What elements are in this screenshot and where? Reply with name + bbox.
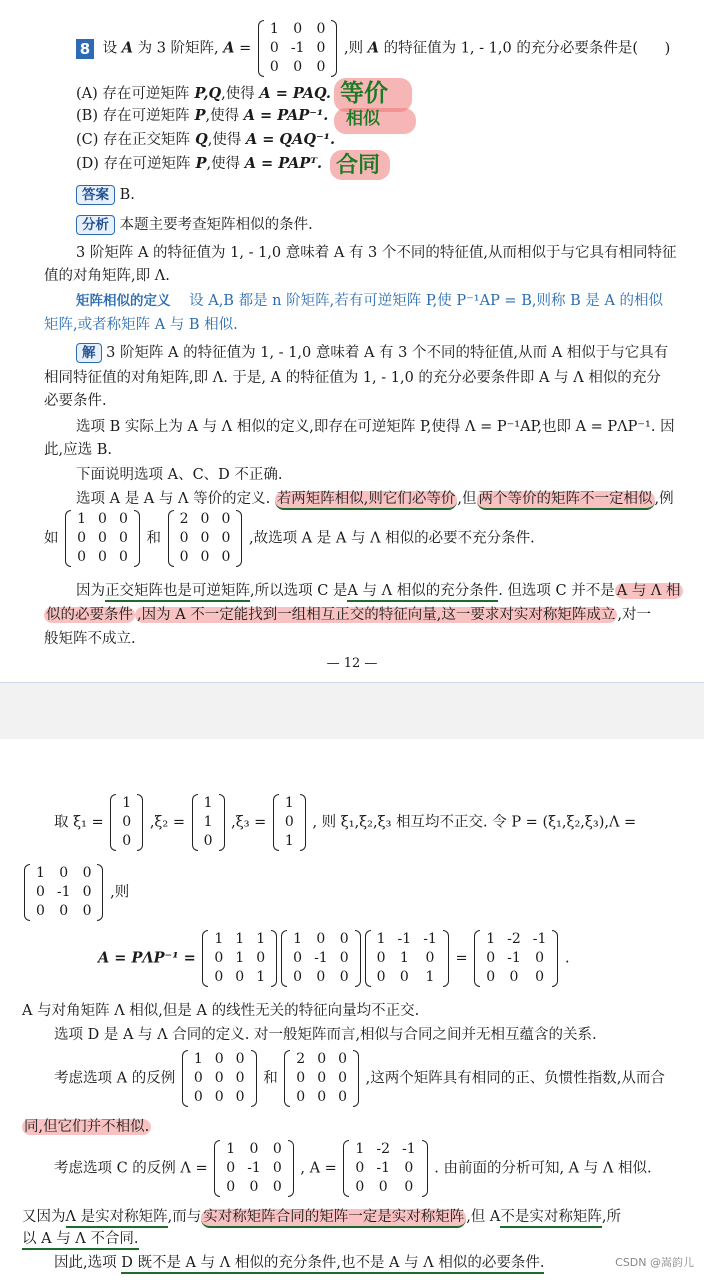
matrix-cell: 0 (296, 1070, 306, 1086)
matrix-cell: 1 (77, 511, 87, 527)
matrix-cell: 1 (235, 950, 245, 966)
example-matrix-1 (65, 510, 140, 567)
matrix-cell: 0 (36, 903, 45, 919)
solution-text-annotated: 选项 A 是 A 与 Λ 等价的定义. 若两矩阵相似,则它们必等价 ,但 两个等价的矩阵不一定相似 ,例 (76, 488, 674, 511)
answer-value: B. (119, 187, 135, 203)
matrix-cell: 0 (338, 1051, 348, 1067)
matrix-cell: 0 (179, 530, 189, 546)
matrix-cell: 0 (118, 530, 128, 546)
counter-matrix-1 (182, 1050, 257, 1107)
solution-text-annotated: 因为正交矩阵也是可逆矩阵,所以选项 C 是A 与 Λ 相似的充分条件. 但选项 C 并不是 A 与 Λ 相 (76, 580, 683, 603)
matrix-cell: 2 (179, 511, 189, 527)
matrix-cell: 0 (82, 865, 92, 881)
matrix-cell: 0 (77, 530, 87, 546)
matrix-cell: 0 (338, 1089, 348, 1105)
matrix-cell: 0 (214, 1070, 224, 1086)
counter-lambda-matrix (214, 1140, 293, 1197)
option-a: (A) 存在可逆矩阵 P,Q,使得 A = PAQ. (76, 85, 331, 102)
highlight-text: 同,但它们并不相似. (24, 1119, 150, 1135)
question-number: 8 (76, 39, 94, 59)
matrix-cell: 0 (77, 549, 87, 565)
solution-text-annotated: 似的必要条件 ,因为 A 不一定能找到一组相互正交的特征向量,这一要求对实对称矩阵成立 ,对一 (46, 607, 652, 623)
highlight-text: 似的必要条件 (46, 607, 133, 623)
handwritten-similar: 相似 (346, 109, 380, 129)
counterexample-A: 考虑选项 A 的反例 1 0 0 0 0 0 0 0 0 和 2 0 0 0 0 0 0 0 0 ,这两个矩阵具有相同的正、负惯性指数,从而合 (54, 1051, 665, 1105)
matrix-cell: 0 (214, 969, 224, 985)
matrix-cell: 0 (486, 950, 496, 966)
matrix-cell: 1 (269, 21, 279, 37)
matrix-cell: -1 (376, 1160, 390, 1176)
matrix-cell: 0 (122, 833, 132, 849)
matrix-cell: 1 (293, 931, 303, 947)
solution-line: 解 3 阶矩阵 A 的特征值为 1, - 1,0 意味着 A 有 3 个不同的特征值,从而 A 相似于与它具有 (76, 342, 668, 365)
solution-text: 下面说明选项 A、C、D 不正确. (76, 467, 283, 483)
matrix-cell: 1 (284, 795, 294, 811)
solution-text: 相同特征值的对角矩阵,即 Λ. 于是, A 的特征值为 1, - 1,0 的充分必要条件即 A 与 Λ 相似的充分 (44, 370, 661, 386)
matrix-cell: 1 (235, 931, 245, 947)
definition-block-cont: 矩阵,或者称矩阵 A 与 B 相似. (44, 317, 238, 333)
matrix-cell: 0 (339, 969, 349, 985)
matrix-cell: 0 (221, 530, 231, 546)
solution-text: 般矩阵不成立. (44, 631, 136, 647)
page-two (0, 738, 704, 1280)
matrix-cell: 0 (122, 814, 132, 830)
matrix-cell: 0 (200, 549, 210, 565)
counter-A-matrix (343, 1140, 427, 1197)
matrix-cell: 0 (425, 950, 435, 966)
analysis-paragraph-cont: 值的对角矩阵,即 Λ. (44, 268, 170, 284)
matrix-cell: 1 (425, 969, 435, 985)
matrix-cell: -1 (247, 1160, 261, 1176)
matrix-cell: 0 (179, 549, 189, 565)
matrix-cell: 0 (284, 814, 294, 830)
xi1-vector (110, 794, 143, 851)
matrix-cell: 0 (221, 549, 231, 565)
matrix-cell: -1 (532, 931, 547, 947)
matrix-cell: 0 (316, 931, 326, 947)
solution-text: 此,应选 B. (44, 442, 112, 458)
matrix-cell: 0 (376, 969, 386, 985)
analysis-tag: 分析 (76, 215, 115, 235)
matrix-cell: 1 (486, 931, 496, 947)
example-matrices: 如 1 0 0 0 0 0 0 0 0 和 2 0 0 0 0 0 0 0 0 ,故选项 A 是 A 与 Λ 相似的必要不充分条件. (44, 511, 535, 565)
matrix-cell: 0 (221, 511, 231, 527)
matrix-cell: 0 (36, 884, 45, 900)
matrix-cell: 0 (193, 1089, 203, 1105)
p2-text-annotated: 又因为Λ 是实对称矩阵,而与 实对称矩阵合同的矩阵一定是实对称矩阵 ,但 A不是实对称矩阵,所 (22, 1206, 621, 1229)
lambda-matrix (24, 864, 103, 921)
matrix-cell: 1 (36, 865, 45, 881)
matrix-cell: 0 (214, 950, 224, 966)
matrix-cell: 0 (316, 40, 326, 56)
highlight-text: A 与 Λ 相 (616, 583, 681, 599)
matrix-cell: 0 (98, 511, 107, 527)
matrix-cell: 1 (256, 969, 266, 985)
matrix-result (474, 930, 558, 987)
matrix-D (281, 930, 360, 987)
page-number: — 12 — (326, 656, 378, 671)
matrix-cell: 0 (293, 969, 303, 985)
option-c: (C) 存在正交矩阵 Q,使得 A = QAQ⁻¹. (76, 131, 335, 148)
product-equation: A = PΛP⁻¹ = 1 1 1 0 1 0 0 0 1 1 0 0 0 -1 0 0 0 0 1 -1 -1 0 1 0 0 0 1 = 1 -2 -1 0 -1 0 0 0 0 . (98, 931, 570, 985)
matrix-cell: 1 (256, 931, 266, 947)
solution-text: 必要条件. (44, 393, 107, 409)
matrix-cell: 0 (59, 903, 69, 919)
matrix-cell: 0 (404, 1179, 414, 1195)
matrix-cell: 0 (317, 1051, 327, 1067)
highlight-text: 两个等价的矩阵不一定相似 (477, 491, 655, 510)
matrix-cell: 0 (200, 511, 210, 527)
matrix-cell: 0 (339, 950, 349, 966)
matrix-cell: -1 (401, 1141, 416, 1157)
matrix-cell: 0 (355, 1179, 365, 1195)
matrix-cell: -2 (507, 931, 521, 947)
matrix-cell: 0 (226, 1160, 236, 1176)
matrix-cell: 0 (226, 1179, 236, 1195)
matrix-cell: 0 (376, 950, 386, 966)
matrix-cell: 0 (293, 21, 303, 37)
p2-text: 选项 D 是 A 与 Λ 合同的定义. 对一般矩阵而言,相似与合同之间并无相互蕴含的关系. (54, 1027, 597, 1043)
matrix-cell: 0 (535, 950, 545, 966)
matrix-cell: 0 (535, 969, 545, 985)
highlight-text: ,因为 A 不一定能找到一组相互正交的特征向量,这一要求对实对称矩阵成立 (137, 607, 616, 623)
matrix-cell: 0 (82, 884, 92, 900)
matrix-cell: 0 (200, 530, 210, 546)
matrix-cell: 0 (82, 903, 92, 919)
matrix-cell: 0 (316, 59, 326, 75)
matrix-cell: 0 (214, 1089, 224, 1105)
matrix-cell: 0 (293, 59, 303, 75)
matrix-cell: 0 (235, 969, 245, 985)
matrix-cell: -1 (507, 950, 521, 966)
p2-conclusion: 因此,选项 D 既不是 A 与 Λ 相似的充分条件,也不是 A 与 Λ 相似的必要条件. (54, 1252, 544, 1275)
matrix-cell: 0 (378, 1179, 388, 1195)
example-matrix-2 (168, 510, 243, 567)
matrix-P (202, 930, 277, 987)
option-b: (B) 存在可逆矩阵 P,使得 A = PAP⁻¹. (76, 107, 329, 124)
matrix-cell: 0 (404, 1160, 414, 1176)
matrix-cell: 0 (293, 950, 303, 966)
matrix-cell: 0 (316, 969, 326, 985)
matrix-cell: 0 (203, 833, 213, 849)
matrix-cell: 0 (316, 21, 326, 37)
highlight-text: 实对称矩阵合同的矩阵一定是实对称矩阵 (201, 1209, 466, 1228)
matrix-cell: -1 (423, 931, 437, 947)
matrix-cell: 0 (214, 1051, 224, 1067)
matrix-cell: 0 (338, 1070, 348, 1086)
highlight-text: 若两矩阵相似,则它们必等价 (275, 491, 458, 510)
matrix-cell: 0 (98, 549, 107, 565)
matrix-cell: 0 (296, 1089, 306, 1105)
watermark: CSDN @嵩韵儿 (615, 1256, 694, 1270)
matrix-cell: 1 (193, 1051, 203, 1067)
xi-vectors: 取 ξ₁ = 1 0 0 ,ξ₂ = 1 1 0 ,ξ₃ = 1 0 1 , 则 ξ₁,ξ₂,ξ₃ 相互均不正交. 令 P = (ξ₁,ξ₂,ξ₃),Λ = (54, 795, 637, 849)
xi3-vector (273, 794, 306, 851)
matrix-cell: 0 (249, 1141, 259, 1157)
solution-tag: 解 (76, 343, 102, 363)
matrix-cell: 1 (284, 833, 294, 849)
matrix-cell: -1 (314, 950, 328, 966)
matrix-cell: 0 (272, 1141, 282, 1157)
matrix-cell: 0 (269, 40, 279, 56)
matrix-cell: 0 (59, 865, 69, 881)
matrix-cell: -1 (397, 931, 412, 947)
definition-block: 矩阵相似的定义 设 A,B 都是 n 阶矩阵,若有可逆矩阵 P,使 P⁻¹AP = B,则称 B 是 A 的相似 (76, 293, 664, 309)
matrix-cell: 1 (399, 950, 409, 966)
matrix-cell: 1 (214, 931, 224, 947)
analysis-paragraph: 3 阶矩阵 A 的特征值为 1, - 1,0 意味着 A 有 3 个不同的特征值,从而相似于与它具有相同特征 (76, 245, 677, 261)
matrix-P-inverse (365, 930, 449, 987)
matrix-cell: 0 (272, 1179, 282, 1195)
question-stem: 8 设 A 为 3 阶矩阵, A = 1 0 0 0 -1 0 0 0 0 ,则 A 的特征值为 1, - 1,0 的充分必要条件是( ) (76, 20, 670, 77)
matrix-cell: 0 (193, 1070, 203, 1086)
analysis-line: 分析 本题主要考查矩阵相似的条件. (76, 214, 313, 237)
solution-text: 选项 B 实际上为 A 与 Λ 相似的定义,即存在可逆矩阵 P,使得 Λ = P⁻¹AP,也即 A = PΛP⁻¹. 因 (76, 419, 675, 435)
matrix-cell: 0 (486, 969, 496, 985)
handwritten-congruent: 合同 (336, 153, 381, 178)
matrix-cell: 0 (118, 549, 128, 565)
matrix-cell: 0 (249, 1179, 259, 1195)
matrix-cell: 0 (269, 59, 279, 75)
matrix-cell: 0 (509, 969, 519, 985)
p2-text-annotated (22, 1116, 151, 1139)
answer-tag: 答案 (76, 185, 115, 205)
handwritten-equivalent: 等价 (340, 79, 388, 107)
page-break (0, 682, 704, 739)
matrix-cell: -1 (290, 40, 305, 56)
matrix-cell: -2 (376, 1141, 390, 1157)
matrix-cell: 0 (272, 1160, 282, 1176)
matrix-cell: 1 (226, 1141, 236, 1157)
matrix-cell: -1 (56, 884, 71, 900)
matrix-cell: 1 (376, 931, 386, 947)
matrix-cell: 0 (235, 1051, 245, 1067)
matrix-cell: 0 (98, 530, 107, 546)
matrix-cell: 0 (317, 1070, 327, 1086)
counter-matrix-2 (284, 1050, 359, 1107)
p2-text: A 与对角矩阵 Λ 相似,但是 A 的线性无关的特征向量均不正交. (22, 1003, 420, 1019)
matrix-cell: 0 (235, 1070, 245, 1086)
p2-text-annotated: 以 A 与 Λ 不合同. (22, 1228, 139, 1251)
matrix-cell: 0 (235, 1089, 245, 1105)
matrix-cell: 1 (122, 795, 132, 811)
matrix-cell: 2 (296, 1051, 306, 1067)
matrix-A (258, 20, 337, 77)
option-d: (D) 存在可逆矩阵 P,使得 A = PAPᵀ. (76, 155, 323, 172)
lambda-matrix-line: 1 0 0 0 -1 0 0 0 0 ,则 (22, 864, 129, 921)
matrix-cell: 0 (355, 1160, 365, 1176)
answer-line (76, 184, 135, 207)
matrix-cell: 0 (339, 931, 349, 947)
xi2-vector (192, 794, 225, 851)
matrix-cell: 0 (317, 1089, 327, 1105)
matrix-cell: 1 (203, 814, 213, 830)
matrix-cell: 1 (203, 795, 213, 811)
matrix-cell: 0 (256, 950, 266, 966)
matrix-cell: 1 (355, 1141, 365, 1157)
matrix-cell: 0 (399, 969, 409, 985)
matrix-cell: 0 (118, 511, 128, 527)
counterexample-C: 考虑选项 C 的反例 Λ = 1 0 0 0 -1 0 0 0 0 , A = 1 -2 -1 0 -1 0 0 0 0 . 由前面的分析可知, A 与 Λ 相似. (54, 1141, 652, 1195)
